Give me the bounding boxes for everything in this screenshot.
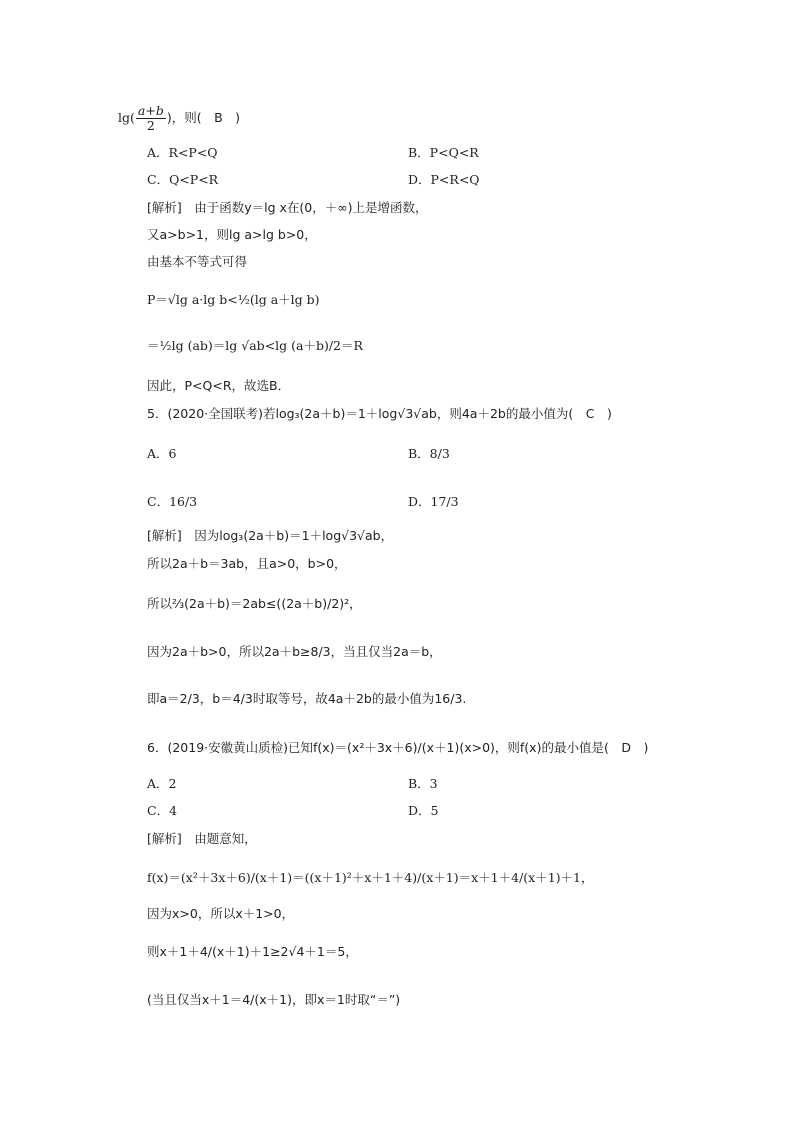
q5-option-c: C．16/3 [147,494,198,509]
q5-option-a: A．6 [147,446,177,461]
q4-analysis-2: 又a>b>1，则lg a>lg b>0， [147,227,317,242]
q4-analysis-6: 因此，P<Q<R，故选B． [147,378,291,393]
q5-analysis-2: 所以2a＋b＝3ab，且a>0，b>0， [147,556,347,571]
q6-option-d: D．5 [408,803,439,818]
q5-analysis-3: 所以⅔(2a＋b)＝2ab≤((2a＋b)/2)²， [147,596,362,611]
q5-stem: 5．(2020·全国联考)若log₃(2a＋b)＝1＋log√3√ab，则4a＋2b的最小值为( C ) [147,406,612,421]
q4-option-c: C．Q<P<R [147,172,219,187]
q5-option-b: B．8/3 [408,446,450,461]
q6-option-b: B．3 [408,776,438,791]
q4-fraction: $\frac{a+b}{2}$ [137,103,164,133]
q4-analysis-5: ＝½lg (ab)＝lg √ab<lg (a＋b)/2＝R [147,338,363,353]
q4-analysis-3: 由基本不等式可得 [147,254,248,269]
q5-analysis-5: 即a＝2/3，b＝4/3时取等号，故4a＋2b的最小值为16/3. [147,691,467,706]
q4-analysis-4: P＝√lg a·lg b<½(lg a＋lg b) [147,292,320,307]
q6-analysis-2: f(x)＝(x²＋3x＋6)/(x＋1)＝((x＋1)²＋x＋1＋4)/(x＋1)＝x＋1＋4/(x＋1)＋1， [147,870,594,885]
q6-analysis-3: 因为x>0，所以x＋1>0， [147,906,295,921]
q4-analysis-1: [解析] 由于函数y＝lg x在(0，＋∞)上是增函数， [147,200,428,215]
q6-analysis-1: [解析] 由题意知， [147,831,257,846]
q5-analysis-1: [解析] 因为log₃(2a＋b)＝1＋log√3√ab， [147,528,394,543]
q6-stem: 6．(2019·安徽黄山质检)已知f(x)＝(x²＋3x＋6)/(x＋1)(x>0)，则f(x)的最小值是( D ) [147,740,649,755]
q5-option-d: D．17/3 [408,494,459,509]
q4-stem-tail: lg( $\frac{a+b}{2}$ )，则( B ) [118,103,241,133]
q6-option-a: A．2 [147,776,177,791]
q6-analysis-5: (当且仅当x＋1＝4/(x＋1)，即x＝1时取“＝”) [147,992,401,1007]
q4-option-b: B．P<Q<R [408,145,479,160]
q5-analysis-4: 因为2a＋b>0，所以2a＋b≥8/3，当且仅当2a＝b， [147,644,442,659]
q4-option-a: A．R<P<Q [147,145,218,160]
q6-analysis-4: 则x＋1＋4/(x＋1)＋1≥2√4＋1＝5， [147,944,358,959]
q4-option-d: D．P<R<Q [408,172,480,187]
q6-option-c: C．4 [147,803,178,818]
